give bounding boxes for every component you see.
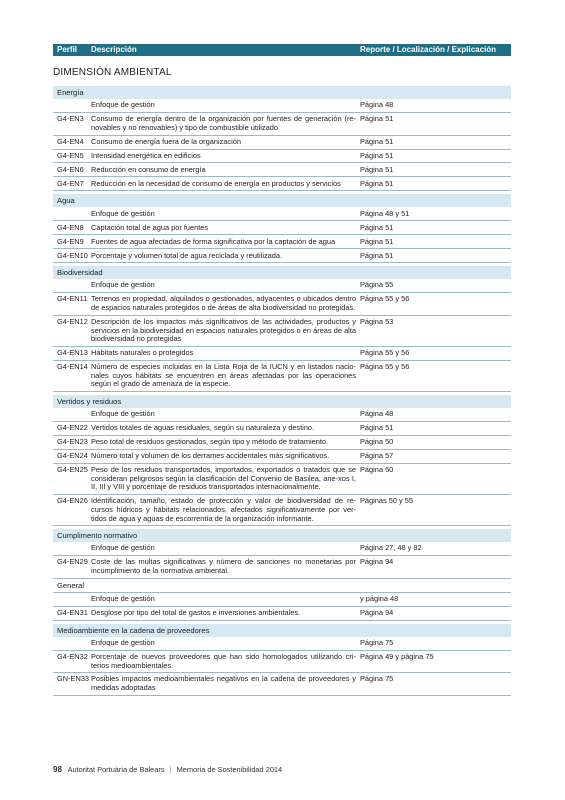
footer-separator: | [169,765,172,774]
indicator-description: Reducción en consumo de energía [91,164,206,174]
indicator-code: G4-EN6 [57,164,84,174]
table-row [53,113,511,136]
table-row [53,422,511,436]
indicator-reference: Página 49 y página 75 [360,651,434,661]
table-row [53,542,511,556]
indicator-code: G4-EN22 [57,423,88,433]
indicator-reference: Página 53 [360,317,394,326]
section-heading: General [53,579,511,593]
header-perfil: Perfil [57,45,78,54]
footer-doc: Memoria de Sostenibilidad 2014 [176,765,283,774]
table-row [53,408,511,422]
indicator-reference: Páginas 50 y 55 [360,496,414,506]
indicator-reference: Página 50 [360,437,394,447]
indicator-reference: Página 51 [360,150,394,160]
indicator-description: Enfoque de gestión [91,637,155,647]
indicator-description: Consumo de energía dentro de la organización por fuentes de generación (re-novables y no renovables) y tipo de combustible utilizado [91,114,356,132]
indicator-reference: Página 94 [360,607,394,617]
table-row [53,556,511,579]
gri-table [53,44,511,696]
table-row [53,495,511,526]
indicator-code: G4-EN3 [57,114,84,124]
indicator-description: Enfoque de gestión [91,543,155,553]
indicator-reference: Página 51 [360,236,394,246]
indicator-code [53,210,91,219]
indicator-description: Enfoque de gestión [91,594,155,603]
table-row [53,150,511,164]
indicator-reference: Página 57 [360,451,394,461]
indicator-description: Fuentes de agua afectadas de forma significativa por la captación de agua [91,236,336,246]
indicator-reference: Página 51 [360,423,394,433]
indicator-code: G4-EN23 [57,437,88,447]
indicator-code: G4-EN32 [57,651,88,661]
indicator-code: G4-EN12 [57,317,88,326]
indicator-description: Terrenos en propiedad, alquilados o gestionados, adyacentes o ubicados dentro de espacios naturales protegidos o de áreas de alta biodiversidad no protegidas. [91,294,356,313]
indicator-description: Porcentaje y volumen total de agua reciclada y reutilizada. [91,250,283,260]
indicator-reference: Página 51 [360,250,394,260]
header-reporte: Reporte / Localización / Explicación [360,45,497,54]
indicator-description: Intensidad energética en edificios [91,150,201,160]
table-row [53,163,511,177]
table-header [53,44,511,56]
table-row [53,136,511,150]
footer-org: Autoritat Portuària de Balears [67,765,165,774]
table-row [53,651,511,674]
section-heading: Cumplimento normativo [53,529,511,542]
table-row [53,593,511,607]
indicator-description: Enfoque de gestión [91,409,155,419]
table-row [53,293,511,316]
indicator-reference: Página 51 [360,222,394,232]
indicator-code: G4-EN29 [57,557,88,567]
indicator-description: Desglose por tipo del total de gastos e inversiones ambientales. [91,607,301,617]
table-row [53,637,511,651]
table-row [53,207,511,221]
table-row [53,347,511,361]
indicator-code [53,281,91,290]
indicator-reference: Página 55 y 56 [360,294,410,304]
indicator-description: Número de especies incluidas en la Lista Roja de la IUCN y en listados nacio-nales cuyos hábitats se encuentren en áreas afectadas por las operaciones según el grado de amenaza de la especie. [91,362,356,389]
indicator-description: Porcentaje de nuevos proveedores que han sido homologados utilizando cri-terios medioambientales. [91,651,356,670]
page-number: 98 [53,765,62,774]
indicator-reference: Página 27, 48 y 82 [360,543,422,553]
indicator-reference: Página 51 [360,136,394,146]
indicator-code: G4-EN26 [57,496,88,506]
indicator-description: Captación total de agua por fuentes [91,222,209,232]
section-heading: Biodiversidad [53,266,511,279]
indicator-code: G4-EN14 [57,362,88,372]
indicator-reference: Página 75 [360,674,394,684]
indicator-description: Vertidos totales de aguas residuales, según su naturaleza y destino. [91,423,315,433]
indicator-description: Enfoque de gestión [91,100,155,110]
indicator-description: Reducción en la necesidad de consumo de energía en productos y servicios [91,178,341,188]
indicator-reference: Página 48 [360,100,394,110]
table-row [53,235,511,249]
indicator-code: G4-EN10 [57,250,88,260]
indicator-description: Número total y volumen de los derrames accidentales más significativos. [91,451,330,461]
indicator-code: G4-EN11 [57,294,88,304]
table-row [53,177,511,191]
indicator-code: G4-EN13 [57,348,88,358]
indicator-code: GN-EN33 [57,674,90,684]
table-row [53,249,511,263]
indicator-description: Posibles impactos medioambientales negativos en la cadena de proveedores y medidas adoptadas [91,674,356,693]
table-row [53,450,511,464]
section-heading: Medioambiente en la cadena de proveedores [53,624,511,637]
header-descripcion: Descripción [91,45,137,54]
indicator-code: G4-EN9 [57,236,84,246]
indicator-code [53,595,91,604]
table-row [53,361,511,392]
table-row [53,464,511,495]
indicator-description: Peso de los residuos transportados, importados, exportados o tratados que se consideran peligrosos según la clasificación del Convenio de Basilea, ane-xos I, II, III y VIII y porcentaje de residuos transportados internacionalmente. [91,465,356,492]
indicator-code: G4-EN4 [57,136,84,146]
indicator-reference: Página 75 [360,637,394,647]
table-row [53,673,511,696]
indicator-reference: Página 94 [360,557,394,567]
table-row [53,607,511,621]
indicator-description: Descripción de los impactos más significativos de las actividades, productos y servicios en la biodiversidad en espacios naturales protegidos o en áreas de alta biodiversidad no protegidas [91,317,356,344]
indicator-reference: Página 51 [360,114,394,124]
indicator-reference: Página 51 [360,178,394,188]
indicator-code [53,410,91,419]
indicator-code: G4-EN5 [57,150,84,160]
indicator-reference: Página 48 y 51 [360,208,410,218]
indicator-reference: Página 48 [360,409,394,419]
table-row [53,316,511,347]
indicator-description: Peso total de residuos gestionados, según tipo y método de tratamiento. [91,437,329,447]
indicator-code [53,639,91,648]
indicator-code: G4-EN8 [57,222,84,232]
table-row [53,99,511,113]
table-row [53,279,511,293]
table-body [53,86,511,696]
indicator-reference: Página 51 [360,164,394,174]
indicator-description: Enfoque de gestión [91,280,155,290]
indicator-code [53,101,91,110]
indicator-code: G4-EN24 [57,451,88,461]
indicator-description: Hábitats naturales o protegidos [91,348,194,358]
footer [53,765,282,774]
indicator-description: Enfoque de gestión [91,208,155,218]
indicator-description: Identificación, tamaño, estado de protección y valor de biodiversidad de re-cursos hídricos y hábitats relacionados, afectados significativamente por ver-tidos de agua y aguas de escorrentía de la organización informante. [91,496,356,523]
table-row [53,436,511,450]
indicator-description: Coste de las multas significativas y número de sanciones no monetarias por incumplimiento de la normativa ambiental. [91,557,356,576]
indicator-reference: Página 50 [360,465,394,475]
page-title: DIMENSIÓN AMBIENTAL [53,67,172,78]
indicator-code: G4-EN7 [57,178,84,188]
indicator-reference: Página 55 y 56 [360,362,410,372]
indicator-code: G4-EN25 [57,465,88,475]
indicator-code: G4-EN31 [57,607,88,617]
indicator-description: Consumo de energía fuera de la organización [91,136,241,146]
section-heading: Vertidos y residuos [53,395,511,408]
indicator-reference: y página 48 [360,594,399,603]
indicator-code [53,544,91,553]
indicator-reference: Página 55 [360,280,394,290]
table-row [53,221,511,235]
section-heading: Energía [53,86,511,99]
indicator-reference: Página 55 y 56 [360,348,410,358]
section-heading: Agua [53,194,511,207]
